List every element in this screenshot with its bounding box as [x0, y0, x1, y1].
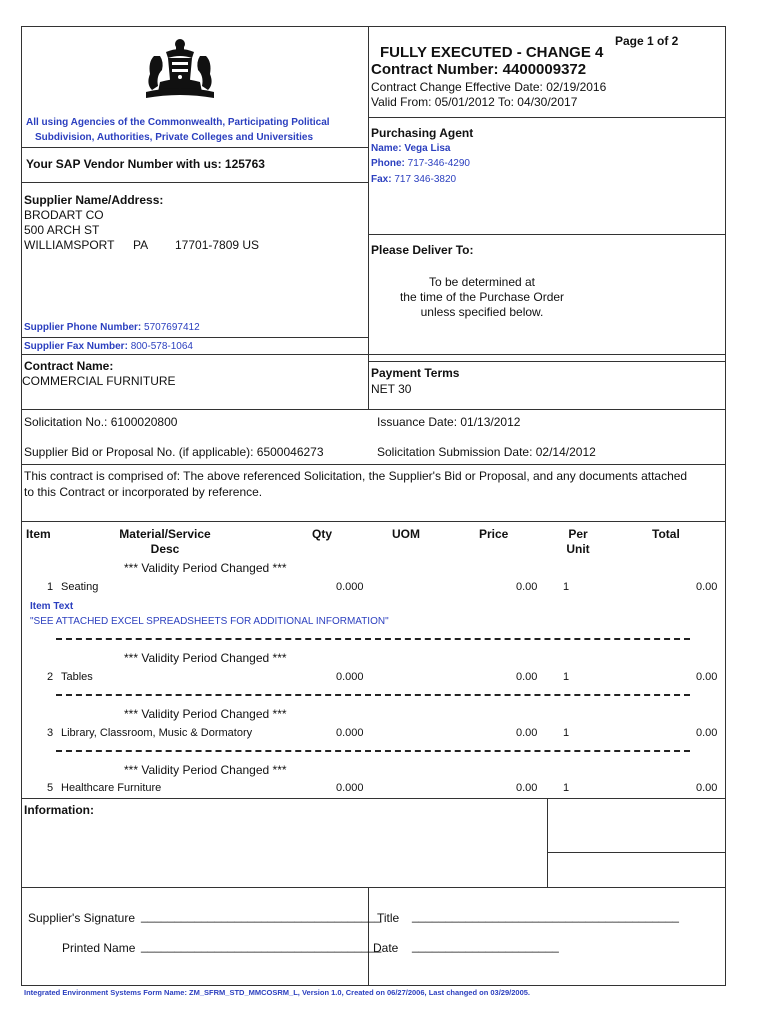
- submission-date: Solicitation Submission Date: 02/14/2012: [377, 445, 596, 459]
- table-row-per: 1: [563, 727, 570, 739]
- rule-signature-top: [21, 887, 726, 888]
- table-row-total: 0.00: [696, 671, 718, 683]
- change-effective-date: Contract Change Effective Date: 02/19/2016: [371, 80, 607, 94]
- table-row-item-num: 1: [47, 581, 54, 593]
- contract-name-label: Contract Name:: [24, 359, 114, 373]
- table-row-price: 0.00: [516, 671, 538, 683]
- rule-comprised: [21, 464, 726, 465]
- frame-right: [725, 26, 726, 986]
- form-footer: Integrated Environment Systems Form Name: ZM_SFRM_STD_MMCOSRM_L, Version 1.0, Created on 06/27/2006, Last changed on 03/29/2005.: [24, 988, 530, 997]
- row-separator: [56, 694, 690, 696]
- title-label: Title: [377, 911, 400, 925]
- frame-left: [21, 26, 22, 986]
- agent-fax: [371, 174, 456, 185]
- deliver-to-line-1: To be determined at: [428, 275, 536, 289]
- deliver-to-line-3: unless specified below.: [420, 305, 544, 319]
- table-row-price: 0.00: [516, 581, 538, 593]
- col-header-material: Material/Service: [119, 527, 211, 541]
- date-label: Date: [373, 941, 399, 955]
- supplier-street: 500 ARCH ST: [24, 223, 100, 237]
- sap-vendor-number: Your SAP Vendor Number with us: 125763: [26, 157, 265, 171]
- rule-table-top: [21, 521, 726, 522]
- row-separator: [56, 750, 690, 752]
- col-header-item: Item: [26, 527, 51, 541]
- col-header-total: Total: [652, 527, 680, 541]
- payment-terms-label: Payment Terms: [371, 366, 460, 380]
- agent-fax-value: 717 346-3820: [394, 174, 457, 185]
- contract-number: Contract Number: 4400009372: [371, 61, 587, 78]
- supplier-fax-value: 800-578-1064: [130, 341, 193, 352]
- supplier-phone: [24, 322, 200, 333]
- col-header-desc: Desc: [150, 542, 180, 556]
- table-row-item-num: 5: [47, 782, 54, 794]
- col-header-price: Price: [479, 527, 509, 541]
- table-row-total: 0.00: [696, 782, 718, 794]
- agent-phone-label: Phone:: [371, 158, 405, 169]
- table-row-qty: 0.000: [336, 671, 364, 683]
- rule-info-inner: [547, 798, 548, 887]
- rule-deliver: [368, 234, 726, 235]
- solicitation-number: Solicitation No.: 6100020800: [24, 415, 178, 429]
- table-row-total: 0.00: [696, 727, 718, 739]
- supplier-phone-value: 5707697412: [144, 322, 200, 333]
- supplier-city: WILLIAMSPORT: [24, 238, 115, 252]
- rule-agent: [368, 117, 726, 118]
- table-row-item-num: 2: [47, 671, 54, 683]
- col-header-uom: UOM: [392, 527, 420, 541]
- validity-changed-note: *** Validity Period Changed ***: [124, 651, 287, 665]
- supplier-fax: [24, 341, 193, 352]
- comprised-line-2: to this Contract or incorporated by reference.: [24, 485, 263, 499]
- agent-name: [371, 143, 451, 154]
- contract-name-value: COMMERCIAL FURNITURE: [22, 374, 176, 388]
- issuance-date: Issuance Date: 01/13/2012: [377, 415, 521, 429]
- agent-name-value: Vega Lisa: [404, 143, 451, 154]
- frame-top: [21, 26, 726, 27]
- title-line[interactable]: ________________________________________: [412, 909, 679, 923]
- rule-payment: [368, 361, 726, 362]
- supplier-signature-label: Supplier's Signature: [28, 911, 136, 925]
- table-row-per: 1: [563, 581, 570, 593]
- rule-vendor-bottom: [21, 182, 369, 183]
- validity-changed-note: *** Validity Period Changed ***: [124, 561, 287, 575]
- rule-vendor-top: [21, 147, 369, 148]
- table-row-desc: Tables: [61, 671, 93, 683]
- bid-proposal-number: Supplier Bid or Proposal No. (if applicable): 6500046273: [24, 445, 324, 459]
- divider-vertical-top: [368, 26, 369, 410]
- information-label: Information:: [24, 803, 94, 817]
- row-separator: [56, 638, 690, 640]
- agencies-line-2: Subdivision, Authorities, Private Colleges and Universities: [35, 132, 314, 143]
- deliver-to-label: Please Deliver To:: [371, 243, 474, 257]
- frame-bottom: [21, 985, 726, 986]
- supplier-phone-label: Supplier Phone Number:: [24, 322, 142, 333]
- table-row-total: 0.00: [696, 581, 718, 593]
- agencies-line-1: All using Agencies of the Commonwealth, Participating Political: [26, 117, 330, 128]
- table-row-desc: Healthcare Furniture: [61, 782, 162, 794]
- supplier-name: BRODART CO: [24, 208, 104, 222]
- document-status: FULLY EXECUTED - CHANGE 4: [380, 44, 604, 61]
- col-header-unit: Unit: [566, 542, 590, 556]
- page-indicator: Page 1 of 2: [615, 34, 679, 48]
- rule-solicitation: [21, 409, 726, 410]
- supplier-signature-line[interactable]: ____________________________________: [141, 909, 382, 923]
- validity-changed-note: *** Validity Period Changed ***: [124, 707, 287, 721]
- agent-phone-value: 717-346-4290: [407, 158, 470, 169]
- supplier-fax-label: Supplier Fax Number:: [24, 341, 128, 352]
- item-text-value: "SEE ATTACHED EXCEL SPREADSHEETS FOR ADDITIONAL INFORMATION": [30, 616, 389, 627]
- table-row-item-num: 3: [47, 727, 54, 739]
- rule-info-mid: [547, 852, 726, 853]
- comprised-line-1: This contract is comprised of: The above referenced Solicitation, the Supplier's Bid or Proposal, and any documents attached: [24, 469, 688, 483]
- purchasing-agent-label: Purchasing Agent: [371, 126, 474, 140]
- table-row-desc: Seating: [61, 581, 99, 593]
- agent-name-label: Name:: [371, 143, 402, 154]
- rule-phone: [21, 337, 369, 338]
- rule-contract-name: [21, 354, 726, 355]
- col-header-qty: Qty: [312, 527, 333, 541]
- table-row-qty: 0.000: [336, 581, 364, 593]
- table-row-qty: 0.000: [336, 727, 364, 739]
- rule-table-bottom: [21, 798, 726, 799]
- col-header-per: Per: [568, 527, 588, 541]
- commonwealth-seal-icon: [140, 36, 220, 102]
- supplier-zip-country: 17701-7809 US: [175, 238, 260, 252]
- deliver-to-line-2: the time of the Purchase Order: [399, 290, 565, 304]
- supplier-label: Supplier Name/Address:: [24, 193, 164, 207]
- table-row-price: 0.00: [516, 782, 538, 794]
- date-line[interactable]: ______________________: [412, 939, 559, 953]
- item-text-label: Item Text: [30, 601, 74, 612]
- table-row-price: 0.00: [516, 727, 538, 739]
- agent-fax-label: Fax:: [371, 174, 392, 185]
- rule-signature-mid: [368, 887, 369, 986]
- printed-name-line[interactable]: ____________________________________: [141, 939, 382, 953]
- supplier-state: PA: [133, 238, 149, 252]
- table-row-desc: Library, Classroom, Music & Dormatory: [61, 727, 253, 739]
- validity-dates: Valid From: 05/01/2012 To: 04/30/2017: [371, 95, 578, 109]
- validity-changed-note: *** Validity Period Changed ***: [124, 763, 287, 777]
- table-row-per: 1: [563, 782, 570, 794]
- table-row-per: 1: [563, 671, 570, 683]
- agent-phone: [371, 158, 470, 169]
- printed-name-label: Printed Name: [62, 941, 136, 955]
- payment-terms-value: NET 30: [371, 382, 412, 396]
- table-row-qty: 0.000: [336, 782, 364, 794]
